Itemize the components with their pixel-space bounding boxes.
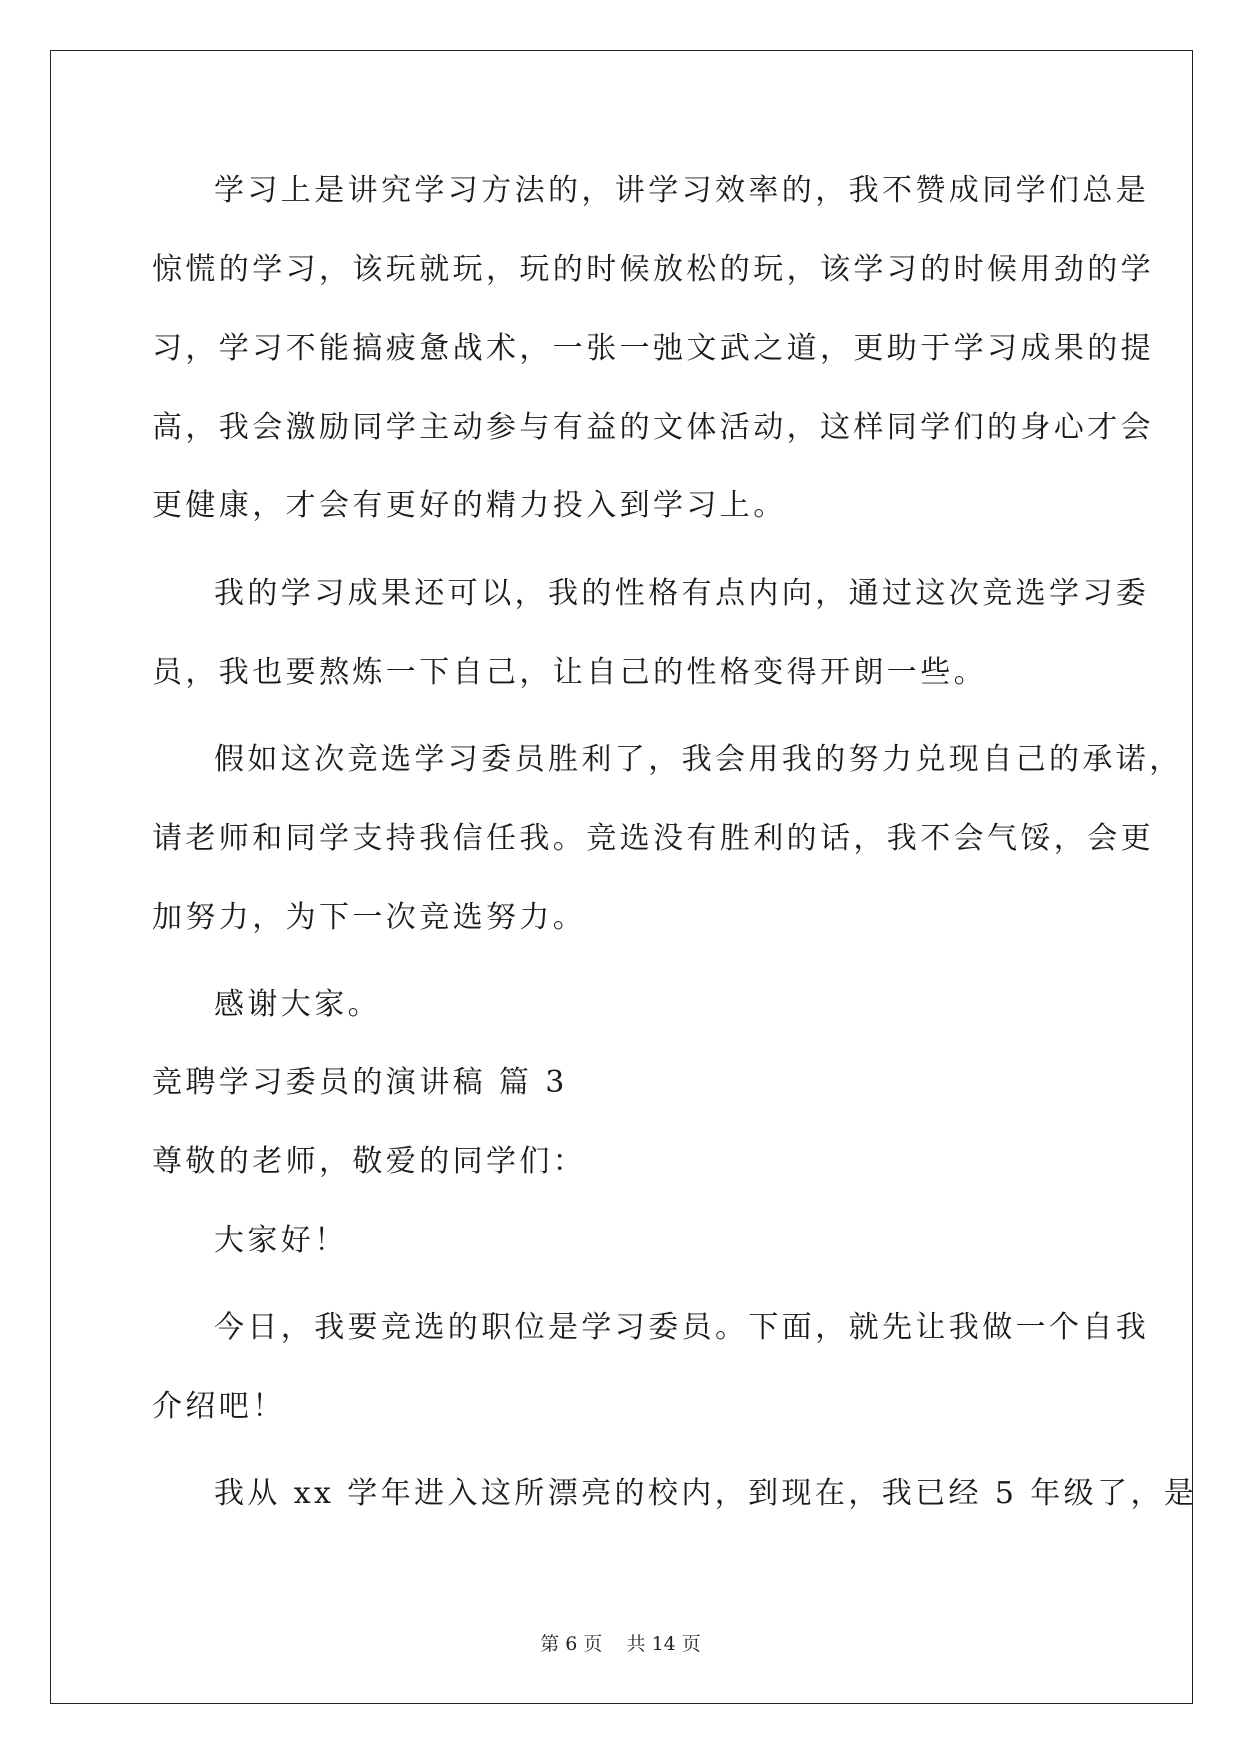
text-line: 请老师和同学支持我信任我。竞选没有胜利的话，我不会气馁，会更 [152,821,1154,856]
greeting: 大家好！ [214,1223,348,1258]
section-heading: 竞聘学习委员的演讲稿 篇 3 [152,1065,568,1100]
text-line: 员，我也要熬炼一下自己，让自己的性格变得开朗一些。 [152,655,987,690]
page-number: 第 6 页 共 14 页 [540,1633,701,1655]
text-line: 习，学习不能搞疲惫战术，一张一弛文武之道，更助于学习成果的提 [152,331,1154,366]
text-line: 感谢大家。 [214,987,381,1022]
text-line: 介绍吧！ [152,1389,286,1424]
text-line: 假如这次竞选学习委员胜利了，我会用我的努力兑现自己的承诺， [214,742,1183,777]
text-line: 更健康，才会有更好的精力投入到学习上。 [152,488,787,523]
text-line: 惊慌的学习，该玩就玩，玩的时候放松的玩，该学习的时候用劲的学 [152,252,1154,287]
text-line: 高，我会激励同学主动参与有益的文体活动，这样同学们的身心才会 [152,410,1154,445]
text-line: 加努力，为下一次竞选努力。 [152,900,587,935]
salutation: 尊敬的老师，敬爱的同学们： [152,1144,587,1179]
text-line: 今日，我要竞选的职位是学习委员。下面，就先让我做一个自我 [214,1310,1150,1345]
page-border [50,50,1193,1704]
text-line: 学习上是讲究学习方法的，讲学习效率的，我不赞成同学们总是 [214,173,1150,208]
text-line: 我从 xx 学年进入这所漂亮的校内，到现在，我已经 5 年级了，是 [214,1476,1198,1511]
text-line: 我的学习成果还可以，我的性格有点内向，通过这次竞选学习委 [214,576,1150,611]
